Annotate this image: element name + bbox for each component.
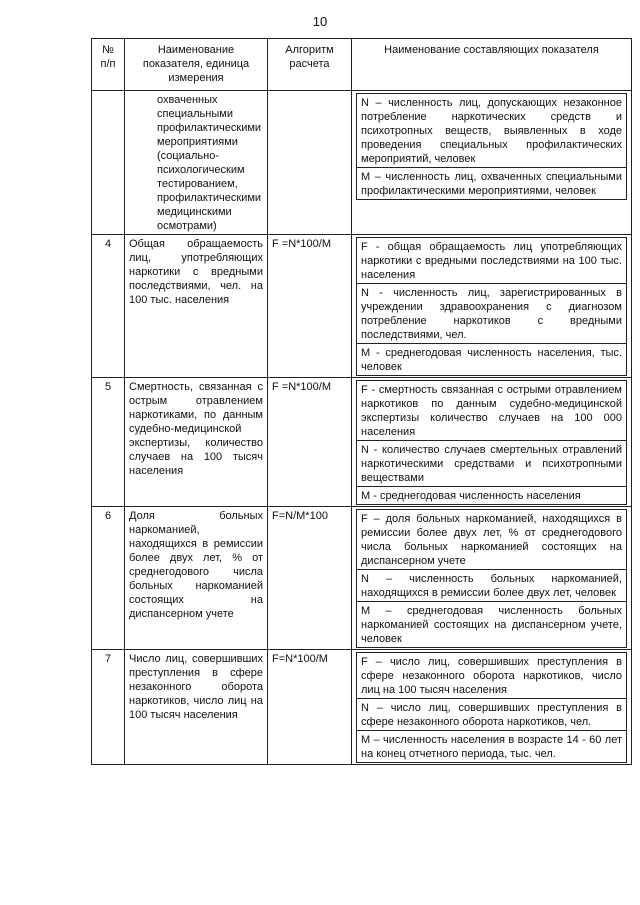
row-algorithm: F=N*100/M	[268, 650, 352, 765]
row-name-text: охваченных специальными профилактическими мероприятиями (социально-психологическим тестированием, профилактическими медицинскими осмотрами)	[157, 94, 262, 232]
components-list	[356, 652, 627, 763]
component-item: N – численность лиц, допускающих незаконное потребление наркотических средств и психотропных веществ, выявленных в ходе проведения специальных профилактических мероприятий, человек	[357, 94, 627, 168]
components-list	[356, 93, 627, 200]
row-name-text: Смертность, связанная с острым отравлением наркотиками, по данным судебно-медицинской экспертизы, количество случаев на 100 тысяч населения	[129, 381, 263, 477]
row-name	[125, 91, 268, 235]
components-list	[356, 380, 627, 505]
component-item: N - количество случаев смертельных отравлений наркотическими средствами и психотропными веществами	[357, 441, 627, 487]
table-row	[92, 507, 632, 650]
row-num: 6	[92, 507, 125, 650]
component-item: N – число лиц, совершивших преступления в сфере незаконного оборота наркотиков, чел.	[357, 699, 627, 731]
component-item: F – доля больных наркоманией, находящихся в ремиссии более двух лет, % от среднегодового числа больных наркоманией состоящих на диспансерном учете	[357, 510, 627, 570]
row-algorithm: F=N/M*100	[268, 507, 352, 650]
row-components	[352, 378, 632, 507]
row-name	[125, 235, 268, 378]
row-name-text: Общая обращаемость лиц, употребляющих наркотики с вредными последствиями, чел. на 100 тыс. населения	[129, 238, 263, 306]
component-item: F - смертность связанная с острыми отравлением наркотиков по данным судебно-медицинской экспертизы количество случаев на 100 000 населения	[357, 381, 627, 441]
components-list	[356, 509, 627, 648]
page-number: 10	[312, 14, 328, 29]
component-item: N - численность лиц, зарегистрированных в учреждении здравоохранения с диагнозом потребление наркотиков с вредными последствиями, чел.	[357, 284, 627, 344]
row-name-text: Число лиц, совершивших преступления в сфере незаконного оборота наркотиков, число лиц на 100 тысяч населения	[129, 653, 263, 721]
component-item: F – число лиц, совершивших преступления в сфере незаконного оборота наркотиков, число лиц на 100 тысяч населения	[357, 653, 627, 699]
component-item: M – численность населения в возрасте 14 - 60 лет на конец отчетного периода, тыс. чел.	[357, 731, 627, 763]
component-item: N – численность больных наркоманией, находящихся в ремиссии более двух лет, человек	[357, 570, 627, 602]
component-item: M – среднегодовая численность больных наркоманией состоящих на диспансерном учете, человек	[357, 602, 627, 648]
component-item: M – численность лиц, охваченных специальными профилактическими мероприятиями, человек	[357, 168, 627, 200]
row-name	[125, 650, 268, 765]
row-num: 4	[92, 235, 125, 378]
row-name-text: Доля больных наркоманией, находящихся в ремиссии более двух лет, % от среднегодового числа больных наркоманией состоящих на диспансерном учете	[129, 510, 263, 620]
header-components-text: Наименование составляющих показателя	[384, 44, 599, 56]
components-list	[356, 237, 627, 376]
component-item: M - среднегодовая численность населения, тыс. человек	[357, 344, 627, 376]
row-algorithm	[268, 91, 352, 235]
row-components	[352, 650, 632, 765]
row-components	[352, 235, 632, 378]
table-header-row	[92, 39, 632, 91]
header-name-text: Наименование показателя, единица измерения	[142, 44, 250, 84]
row-components	[352, 91, 632, 235]
row-algorithm: F =N*100/M	[268, 235, 352, 378]
row-name	[125, 378, 268, 507]
header-name	[125, 39, 268, 91]
table-row	[92, 650, 632, 765]
row-name	[125, 507, 268, 650]
component-item: F - общая обращаемость лиц употребляющих наркотики с вредными последствиями на 100 тыс. населения	[357, 238, 627, 284]
row-num: 5	[92, 378, 125, 507]
header-algorithm	[268, 39, 352, 91]
table-row	[92, 235, 632, 378]
row-num	[92, 91, 125, 235]
header-components	[352, 39, 632, 91]
table-row	[92, 378, 632, 507]
table-row	[92, 91, 632, 235]
row-algorithm: F =N*100/M	[268, 378, 352, 507]
row-components	[352, 507, 632, 650]
component-item: M - среднегодовая численность населения	[357, 487, 627, 505]
indicators-table	[91, 38, 632, 765]
header-num-text: № п/п	[100, 44, 116, 70]
header-num	[92, 39, 125, 91]
header-algorithm-text: Алгоритм расчета	[285, 44, 334, 70]
row-num: 7	[92, 650, 125, 765]
